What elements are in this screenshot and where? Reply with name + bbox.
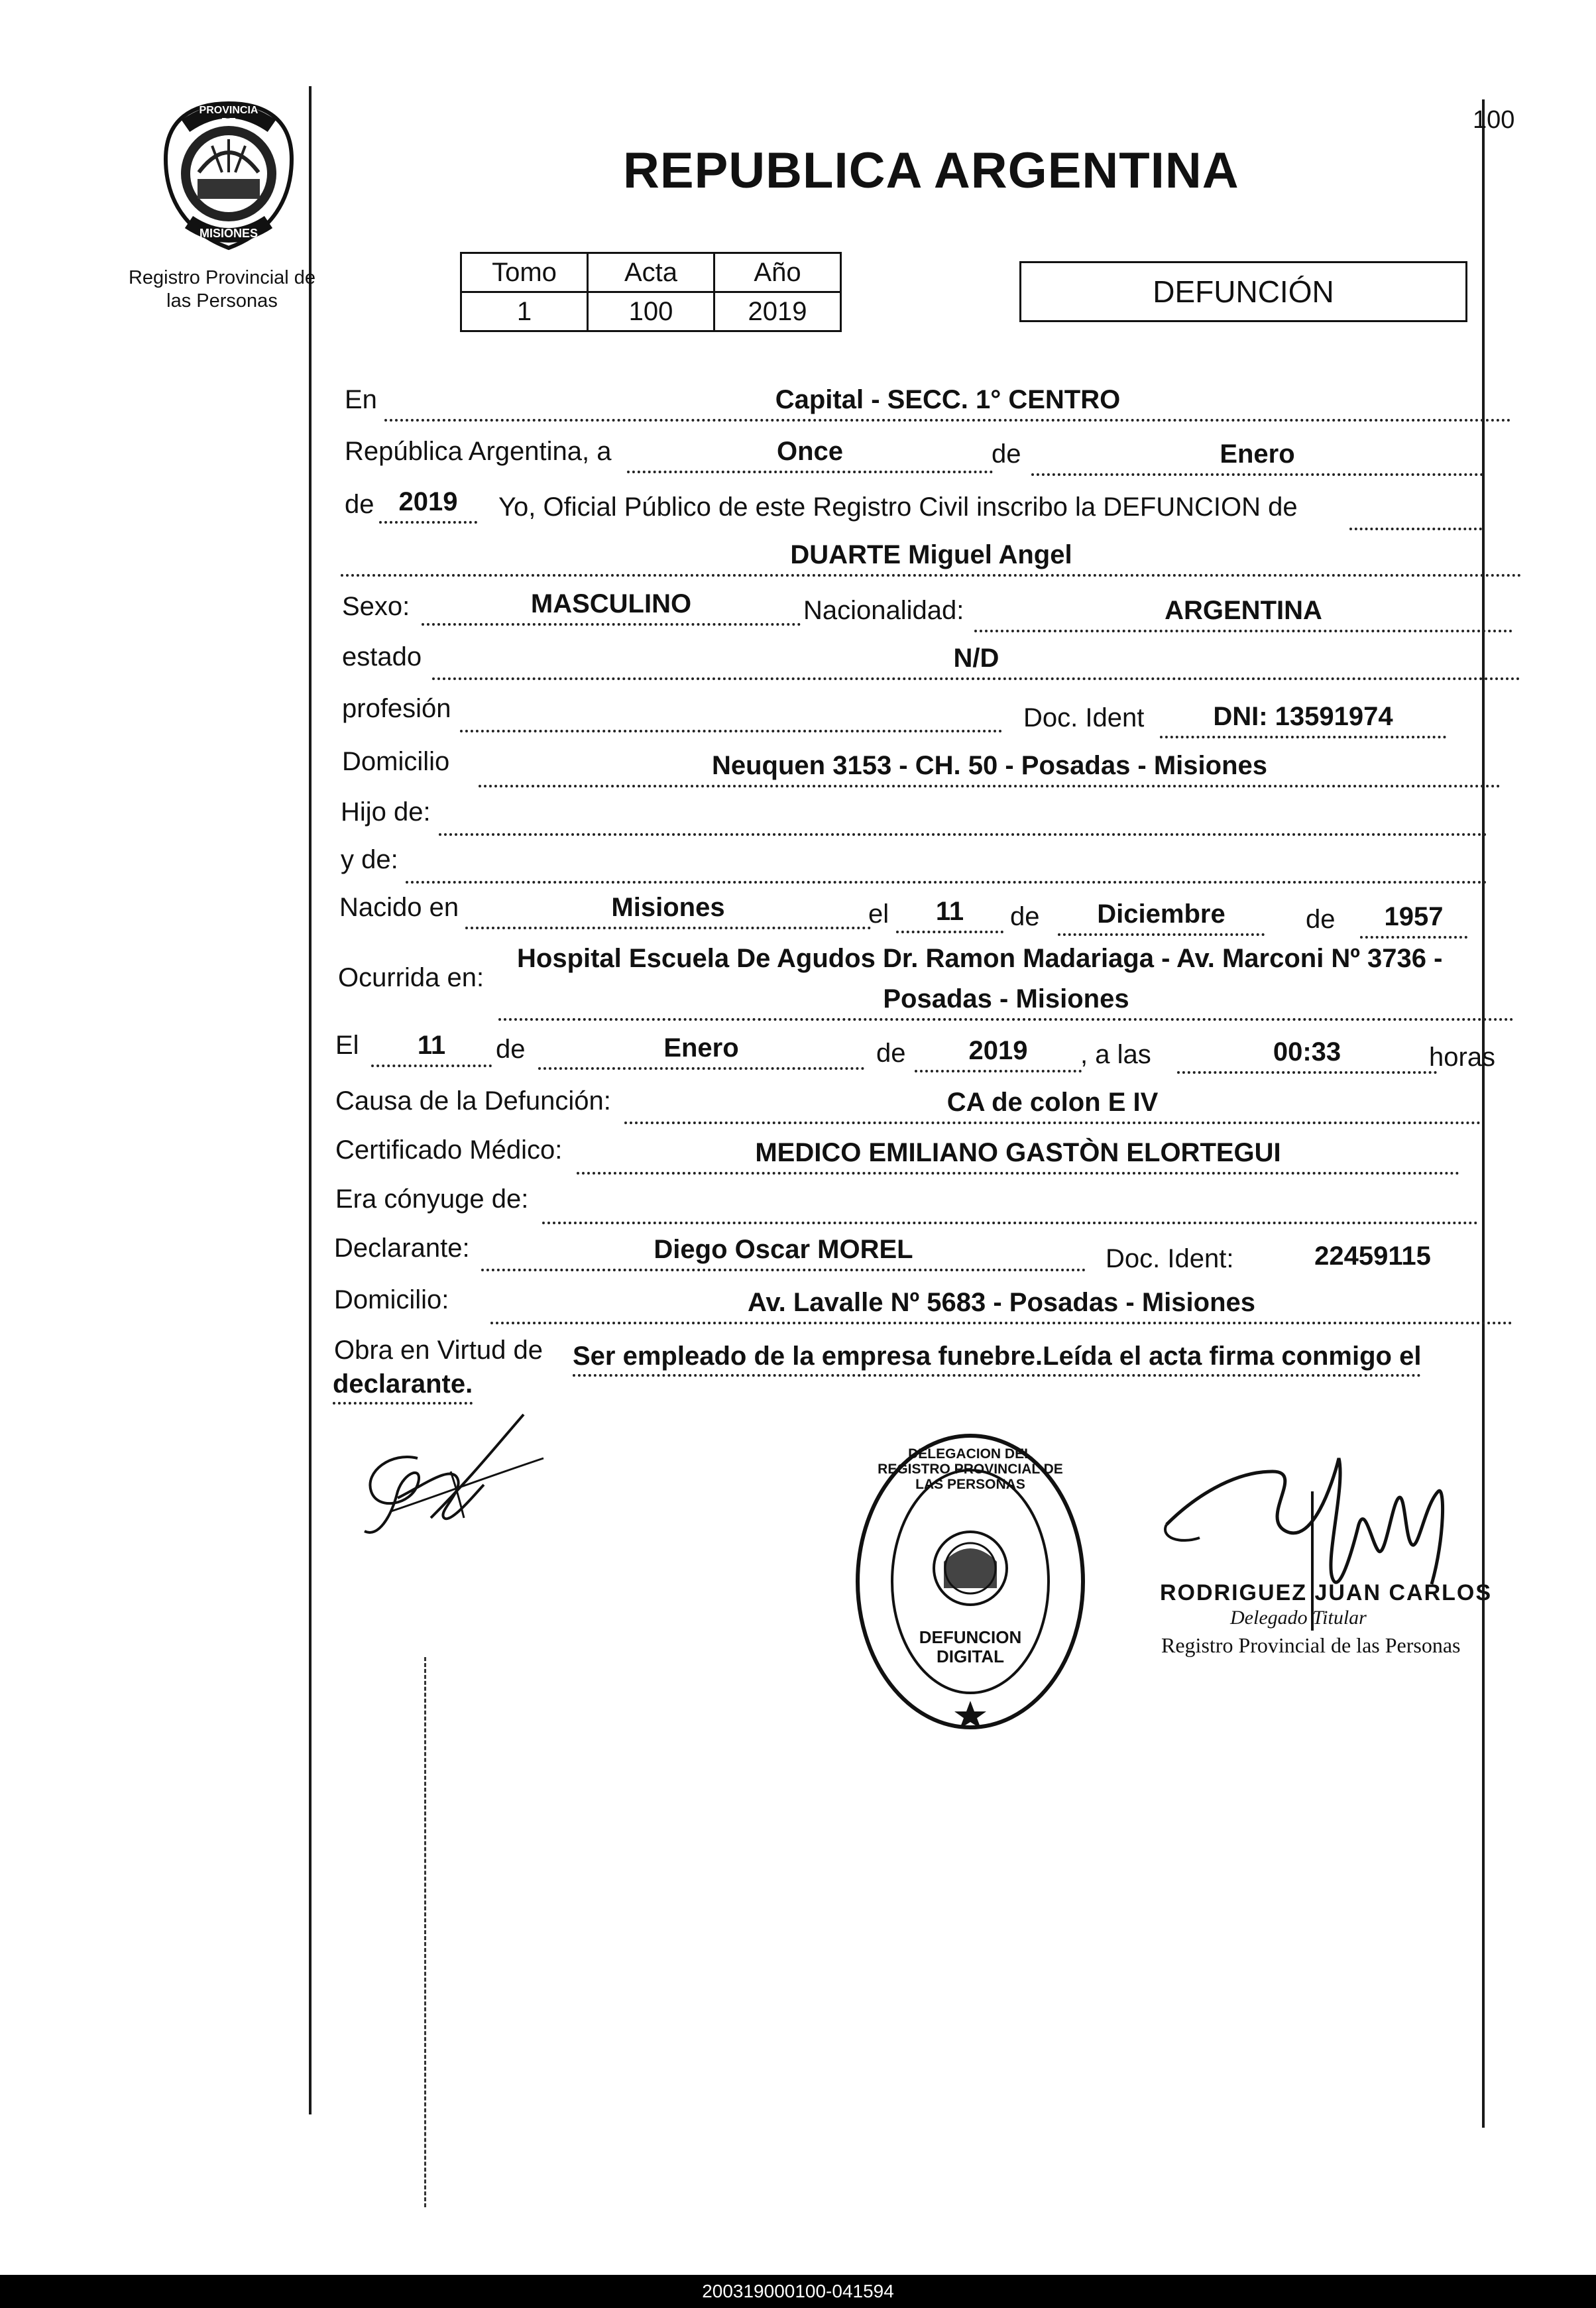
label-de-nacido-2: de bbox=[1306, 905, 1336, 934]
field-causa: CA de colon E IV bbox=[624, 1087, 1481, 1124]
label-nacido-en: Nacido en bbox=[339, 893, 459, 922]
official-name: RODRIGUEZ JUAN CARLOS bbox=[1160, 1580, 1493, 1605]
field-certificado: MEDICO EMILIANO GASTÒN ELORTEGUI bbox=[577, 1137, 1459, 1175]
left-margin-line bbox=[309, 86, 312, 2114]
page-title: REPUBLICA ARGENTINA bbox=[623, 143, 1239, 199]
stamp-ring-text: DELEGACION DEL REGISTRO PROVINCIAL DE LAS PERSONAS bbox=[878, 1446, 1063, 1493]
label-conyuge: Era cónyuge de: bbox=[335, 1184, 529, 1214]
label-causa: Causa de la Defunción: bbox=[335, 1086, 611, 1116]
field-y-de bbox=[406, 846, 1487, 884]
value-tomo: 1 bbox=[461, 292, 588, 331]
value-acta: 100 bbox=[588, 292, 714, 331]
field-fallec-dia: 11 bbox=[371, 1030, 492, 1067]
field-obra-line1: Ser empleado de la empresa funebre.Leída el acta firma conmigo el bbox=[573, 1342, 1421, 1377]
field-nombre: DUARTE Miguel Angel bbox=[341, 540, 1522, 577]
field-fallec-mes: Enero bbox=[538, 1033, 864, 1070]
logo-caption-line1: Registro Provincial de bbox=[128, 267, 316, 288]
label-republica: República Argentina, a bbox=[345, 437, 612, 466]
field-nacido-lugar: Misiones bbox=[465, 892, 871, 929]
field-fallec-hora: 00:33 bbox=[1177, 1037, 1437, 1074]
header-tomo: Tomo bbox=[461, 253, 588, 292]
label-domicilio: Domicilio bbox=[342, 747, 450, 776]
field-fallec-anio: 2019 bbox=[915, 1035, 1082, 1072]
field-conyuge bbox=[542, 1186, 1478, 1224]
record-table bbox=[460, 252, 842, 332]
field-hijo-de bbox=[439, 798, 1487, 836]
field-declarante: Diego Oscar MOREL bbox=[481, 1234, 1086, 1271]
footer-code: 200319000100-041594 bbox=[702, 2281, 894, 2301]
declarant-signature bbox=[351, 1405, 550, 1544]
header-anio: Año bbox=[714, 253, 841, 292]
logo-seal-bottom-text: MISIONES bbox=[199, 227, 258, 240]
field-obra-line2: declarante. bbox=[333, 1369, 473, 1405]
official-office: Registro Provincial de las Personas bbox=[1161, 1633, 1461, 1657]
logo-caption bbox=[113, 266, 331, 313]
label-hijo-de: Hijo de: bbox=[341, 797, 431, 827]
record-table-header-row bbox=[461, 253, 841, 292]
stamp-center-text: DEFUNCION DIGITAL bbox=[919, 1627, 1022, 1666]
record-table-value-row bbox=[461, 292, 841, 331]
label-de-2: de bbox=[345, 490, 374, 519]
field-doc-ident: DNI: 13591974 bbox=[1160, 701, 1446, 738]
field-ocurrida-line2: Posadas - Misiones bbox=[498, 984, 1514, 1021]
label-el-nacido: el bbox=[868, 899, 889, 929]
field-nacido-mes: Diciembre bbox=[1058, 899, 1265, 936]
label-a-las: , a las bbox=[1080, 1040, 1151, 1069]
label-el: El bbox=[335, 1031, 359, 1060]
label-doc-ident-2: Doc. Ident: bbox=[1106, 1244, 1234, 1273]
label-de-fallec-1: de bbox=[496, 1035, 526, 1064]
field-ocurrida-line1: Hospital Escuela De Agudos Dr. Ramon Madariaga - Av. Marconi Nº 3736 - bbox=[517, 944, 1443, 973]
header-acta: Acta bbox=[588, 253, 714, 292]
field-sexo: MASCULINO bbox=[422, 589, 801, 626]
label-ocurrida-en: Ocurrida en: bbox=[338, 963, 484, 992]
label-estado: estado bbox=[342, 642, 422, 671]
field-dia: Once bbox=[627, 436, 993, 473]
label-sexo: Sexo: bbox=[342, 592, 410, 621]
label-profesion: profesión bbox=[342, 694, 451, 723]
logo-caption-line2: las Personas bbox=[166, 290, 278, 312]
label-y-de: y de: bbox=[341, 845, 398, 874]
field-profesion bbox=[460, 695, 1002, 732]
document-type-box bbox=[1019, 261, 1467, 322]
label-horas: horas bbox=[1429, 1043, 1496, 1072]
logo-seal-top-text: PROVINCIA DE bbox=[199, 105, 258, 128]
label-de-1: de bbox=[992, 439, 1021, 469]
footer-bar bbox=[0, 2275, 1596, 2308]
label-certificado: Certificado Médico: bbox=[335, 1135, 563, 1165]
field-declarante-doc: 22459115 bbox=[1314, 1241, 1431, 1271]
label-domicilio-2: Domicilio: bbox=[334, 1285, 449, 1314]
label-doc-ident: Doc. Ident bbox=[1023, 703, 1145, 732]
label-obra: Obra en Virtud de bbox=[334, 1336, 543, 1365]
field-declarante-domicilio: Av. Lavalle Nº 5683 - Posadas - Misiones bbox=[490, 1287, 1512, 1324]
page-number: 100 bbox=[1473, 106, 1515, 134]
field-mes: Enero bbox=[1031, 439, 1483, 476]
field-nacionalidad: ARGENTINA bbox=[974, 595, 1512, 632]
official-role: Delegado Titular bbox=[1230, 1607, 1367, 1629]
label-de-fallec-2: de bbox=[876, 1039, 906, 1068]
label-en: En bbox=[345, 385, 377, 414]
label-de-nacido-1: de bbox=[1010, 902, 1040, 931]
field-anio: 2019 bbox=[379, 487, 477, 524]
province-logo bbox=[159, 99, 298, 252]
label-yo-oficial: Yo, Oficial Público de este Registro Civil inscribo la DEFUNCION de bbox=[498, 492, 1298, 522]
label-nacionalidad: Nacionalidad: bbox=[803, 596, 964, 625]
value-anio: 2019 bbox=[714, 292, 841, 331]
registry-stamp bbox=[851, 1429, 1090, 1734]
field-estado: N/D bbox=[432, 643, 1520, 680]
dashed-guide-line bbox=[424, 1657, 426, 2207]
field-nacido-anio: 1957 bbox=[1360, 901, 1467, 939]
field-lugar: Capital - SECC. 1° CENTRO bbox=[384, 384, 1511, 422]
document-type: DEFUNCIÓN bbox=[1153, 274, 1334, 309]
field-nacido-dia: 11 bbox=[896, 896, 1003, 933]
field-domicilio: Neuquen 3153 - CH. 50 - Posadas - Misiones bbox=[479, 750, 1501, 787]
dots-yo-oficial bbox=[1349, 528, 1482, 530]
label-declarante: Declarante: bbox=[334, 1234, 470, 1263]
